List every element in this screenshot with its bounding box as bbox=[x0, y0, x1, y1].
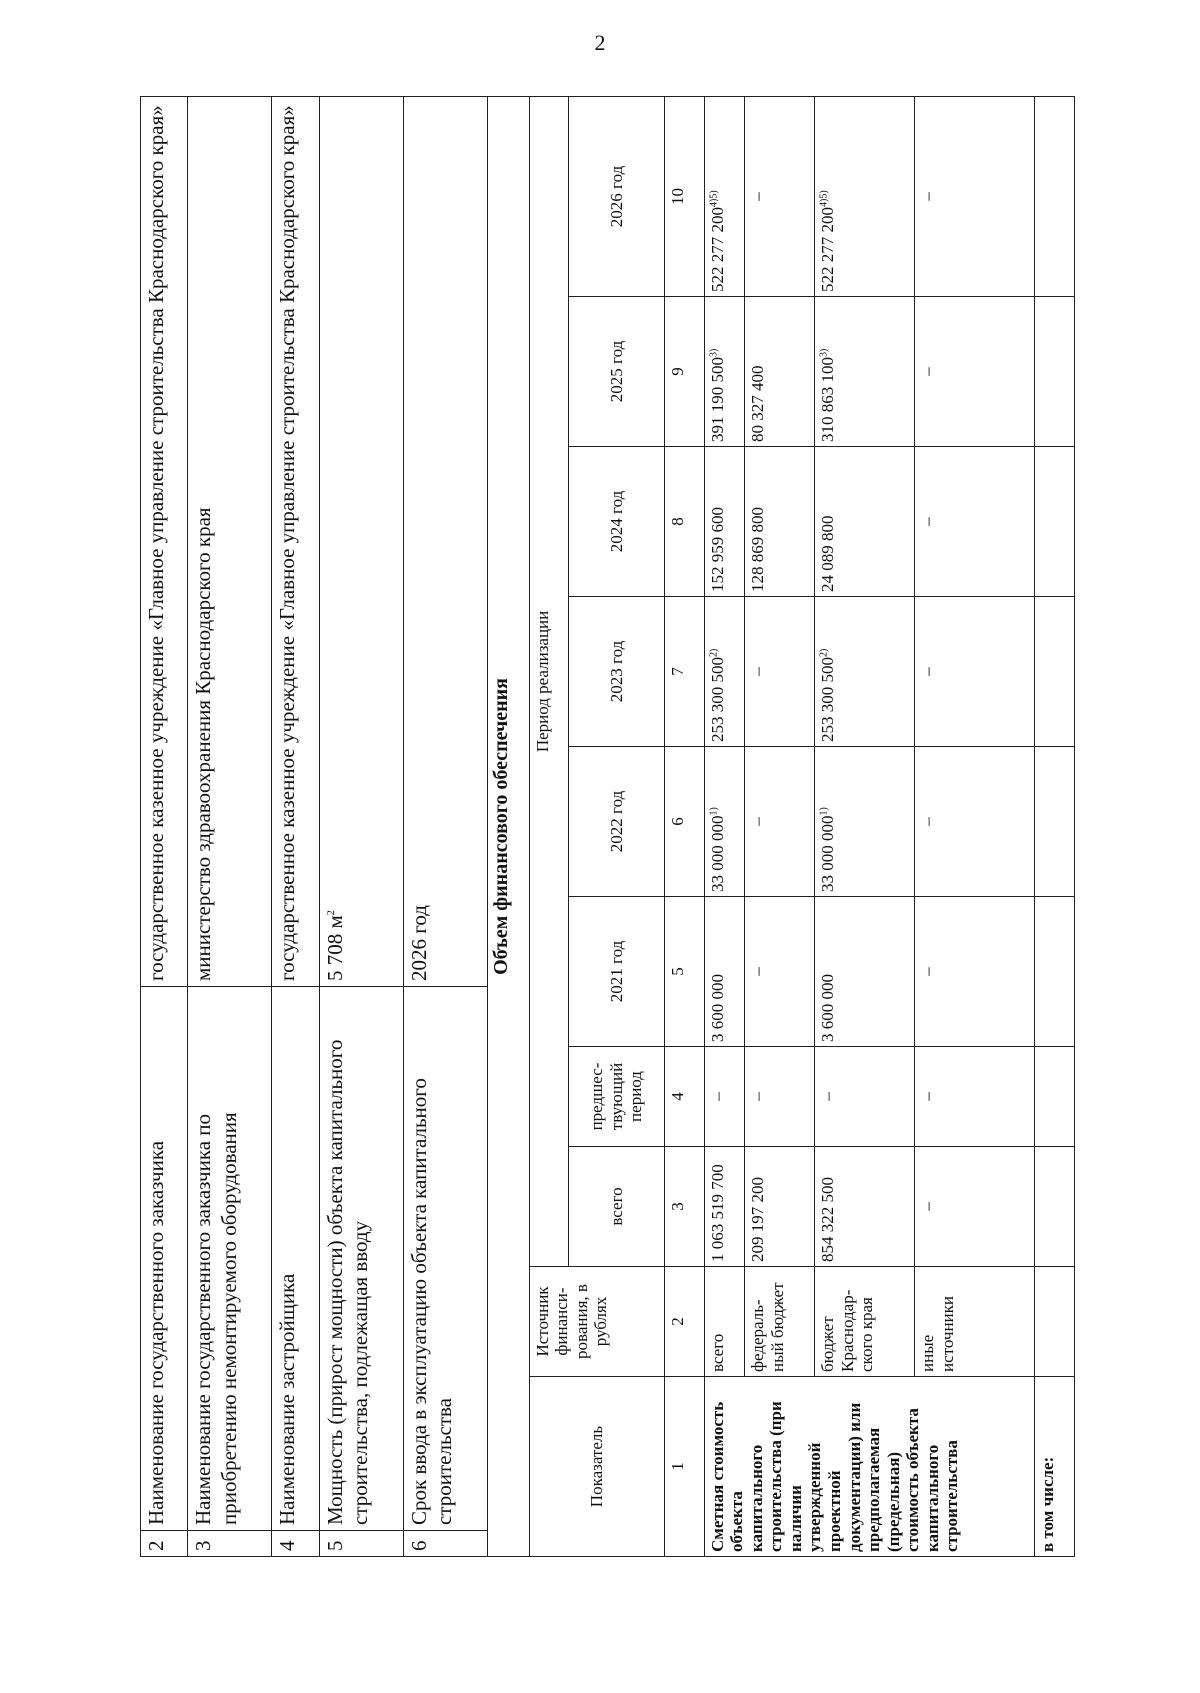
empty-cell bbox=[1035, 897, 1075, 1047]
empty-cell bbox=[1035, 1047, 1075, 1147]
row-number: 3 bbox=[188, 1531, 272, 1557]
year-cell: 253 300 500$^{2)}$ bbox=[704, 597, 744, 747]
year-cell: – bbox=[915, 897, 1035, 1047]
indicator-cell: Сметная стоимость объекта капитального строительства (при наличии утвержденной проектной документации) или предполагаемая (предельная) стоимость объекта капитального строительства bbox=[704, 1377, 1035, 1557]
empty-cell bbox=[1035, 747, 1075, 897]
capacity-value: 5 708 м bbox=[322, 915, 347, 981]
empty-cell bbox=[1035, 1267, 1075, 1377]
year-cell: – bbox=[745, 597, 815, 747]
info-label: Наименование государственного заказчика по приобретению немонтируемого оборудования bbox=[188, 987, 272, 1531]
info-row bbox=[188, 97, 272, 1557]
source-cell: иные источники bbox=[915, 1267, 1035, 1377]
column-number: 8 bbox=[665, 447, 705, 597]
info-label: Наименование государственного заказчика bbox=[141, 987, 188, 1531]
source-cell: всего bbox=[704, 1267, 744, 1377]
prior-cell: – bbox=[815, 1047, 915, 1147]
prior-cell: – bbox=[704, 1047, 744, 1147]
year-cell: 24 089 800 bbox=[815, 447, 915, 597]
empty-cell bbox=[1035, 96, 1075, 296]
year-cell: – bbox=[915, 297, 1035, 447]
prior-period-header: предшес-твующий период bbox=[569, 1047, 665, 1147]
year-cell: – bbox=[915, 96, 1035, 296]
table-row bbox=[815, 96, 915, 1556]
year-cell: 33 000 000$^{1)}$ bbox=[704, 747, 744, 897]
info-value bbox=[319, 97, 403, 987]
page-number: 2 bbox=[594, 30, 606, 55]
empty-cell bbox=[1035, 297, 1075, 447]
year-header: 2021 год bbox=[569, 897, 665, 1047]
source-cell: бюджет Краснодар-ского края bbox=[815, 1267, 915, 1377]
object-info-table bbox=[140, 96, 488, 1557]
source-cell: федераль-ный бюджет bbox=[745, 1267, 815, 1377]
column-number: 3 bbox=[665, 1147, 705, 1267]
year-cell: 310 863 100$^{3)}$ bbox=[815, 297, 915, 447]
column-number: 5 bbox=[665, 897, 705, 1047]
info-row bbox=[272, 97, 319, 1557]
year-cell: 3 600 000 bbox=[704, 897, 744, 1047]
finance-table bbox=[488, 96, 1075, 1557]
column-number: 9 bbox=[665, 297, 705, 447]
period-header: Период реализации bbox=[529, 96, 569, 1266]
empty-cell bbox=[1035, 1147, 1075, 1267]
table-row bbox=[704, 96, 744, 1556]
source-header: Источник финанси-рования, в рублях bbox=[529, 1267, 665, 1377]
column-number: 1 bbox=[665, 1377, 705, 1557]
info-value: 2026 год bbox=[403, 97, 487, 987]
subtotal-label: в том числе: bbox=[1035, 1377, 1075, 1557]
info-value: государственное казенное учреждение «Главное управление строительства Краснодарского края» bbox=[141, 97, 188, 987]
column-number: 2 bbox=[665, 1267, 705, 1377]
column-number: 6 bbox=[665, 747, 705, 897]
year-header: 2026 год bbox=[569, 96, 665, 296]
total-cell: 1 063 519 700 bbox=[704, 1147, 744, 1267]
year-cell: – bbox=[915, 747, 1035, 897]
column-number: 10 bbox=[665, 96, 705, 296]
year-cell: – bbox=[745, 747, 815, 897]
info-label: Наименование застройщика bbox=[272, 987, 319, 1531]
total-cell: – bbox=[915, 1147, 1035, 1267]
prior-cell: – bbox=[745, 1047, 815, 1147]
year-cell: 33 000 000$^{1)}$ bbox=[815, 747, 915, 897]
indicator-header: Показатель bbox=[529, 1377, 665, 1557]
year-cell: 128 869 800 bbox=[745, 447, 815, 597]
year-cell: 80 327 400 bbox=[745, 297, 815, 447]
year-cell: – bbox=[915, 597, 1035, 747]
row-number: 6 bbox=[403, 1531, 487, 1557]
year-header: 2023 год bbox=[569, 597, 665, 747]
info-row bbox=[141, 97, 188, 1557]
year-cell: – bbox=[915, 447, 1035, 597]
year-cell: – bbox=[745, 96, 815, 296]
empty-cell bbox=[1035, 447, 1075, 597]
empty-cell bbox=[1035, 597, 1075, 747]
year-header: 2025 год bbox=[569, 297, 665, 447]
section-title: Объем финансового обеспечения bbox=[488, 96, 529, 1556]
info-label: Мощность (прирост мощности) объекта капитального строительства, подлежащая вводу bbox=[319, 987, 403, 1531]
column-number: 4 bbox=[665, 1047, 705, 1147]
row-number: 2 bbox=[141, 1531, 188, 1557]
section-title-row bbox=[488, 96, 529, 1556]
year-header: 2022 год bbox=[569, 747, 665, 897]
info-row bbox=[319, 97, 403, 1557]
column-number: 7 bbox=[665, 597, 705, 747]
year-cell: 152 959 600 bbox=[704, 447, 744, 597]
unit-superscript: 2 bbox=[325, 910, 337, 916]
info-row bbox=[403, 97, 487, 1557]
year-cell: 253 300 500$^{2)}$ bbox=[815, 597, 915, 747]
year-cell: 3 600 000 bbox=[815, 897, 915, 1047]
prior-cell: – bbox=[915, 1047, 1035, 1147]
table-row bbox=[1035, 96, 1075, 1556]
row-number: 4 bbox=[272, 1531, 319, 1557]
total-cell: 209 197 200 bbox=[745, 1147, 815, 1267]
total-header: всего bbox=[569, 1147, 665, 1267]
info-value: государственное казенное учреждение «Главное управление строительства Краснодарского края» bbox=[272, 97, 319, 987]
header-row bbox=[529, 96, 569, 1556]
year-cell: 522 277 $200^{4)5)}$ bbox=[704, 96, 744, 296]
year-cell: 391 190 500$^{3)}$ bbox=[704, 297, 744, 447]
column-number-row bbox=[665, 96, 705, 1556]
total-cell: 854 322 500 bbox=[815, 1147, 915, 1267]
info-value: министерство здравоохранения Краснодарского края bbox=[188, 97, 272, 987]
rotated-table-sheet bbox=[140, 97, 1075, 1557]
year-cell: 522 277 $200^{4)5)}$ bbox=[815, 96, 915, 296]
row-number: 5 bbox=[319, 1531, 403, 1557]
year-header: 2024 год bbox=[569, 447, 665, 597]
year-cell: – bbox=[745, 897, 815, 1047]
table-row bbox=[915, 96, 1035, 1556]
info-label: Срок ввода в эксплуатацию объекта капитального строительства bbox=[403, 987, 487, 1531]
table-row bbox=[745, 96, 815, 1556]
